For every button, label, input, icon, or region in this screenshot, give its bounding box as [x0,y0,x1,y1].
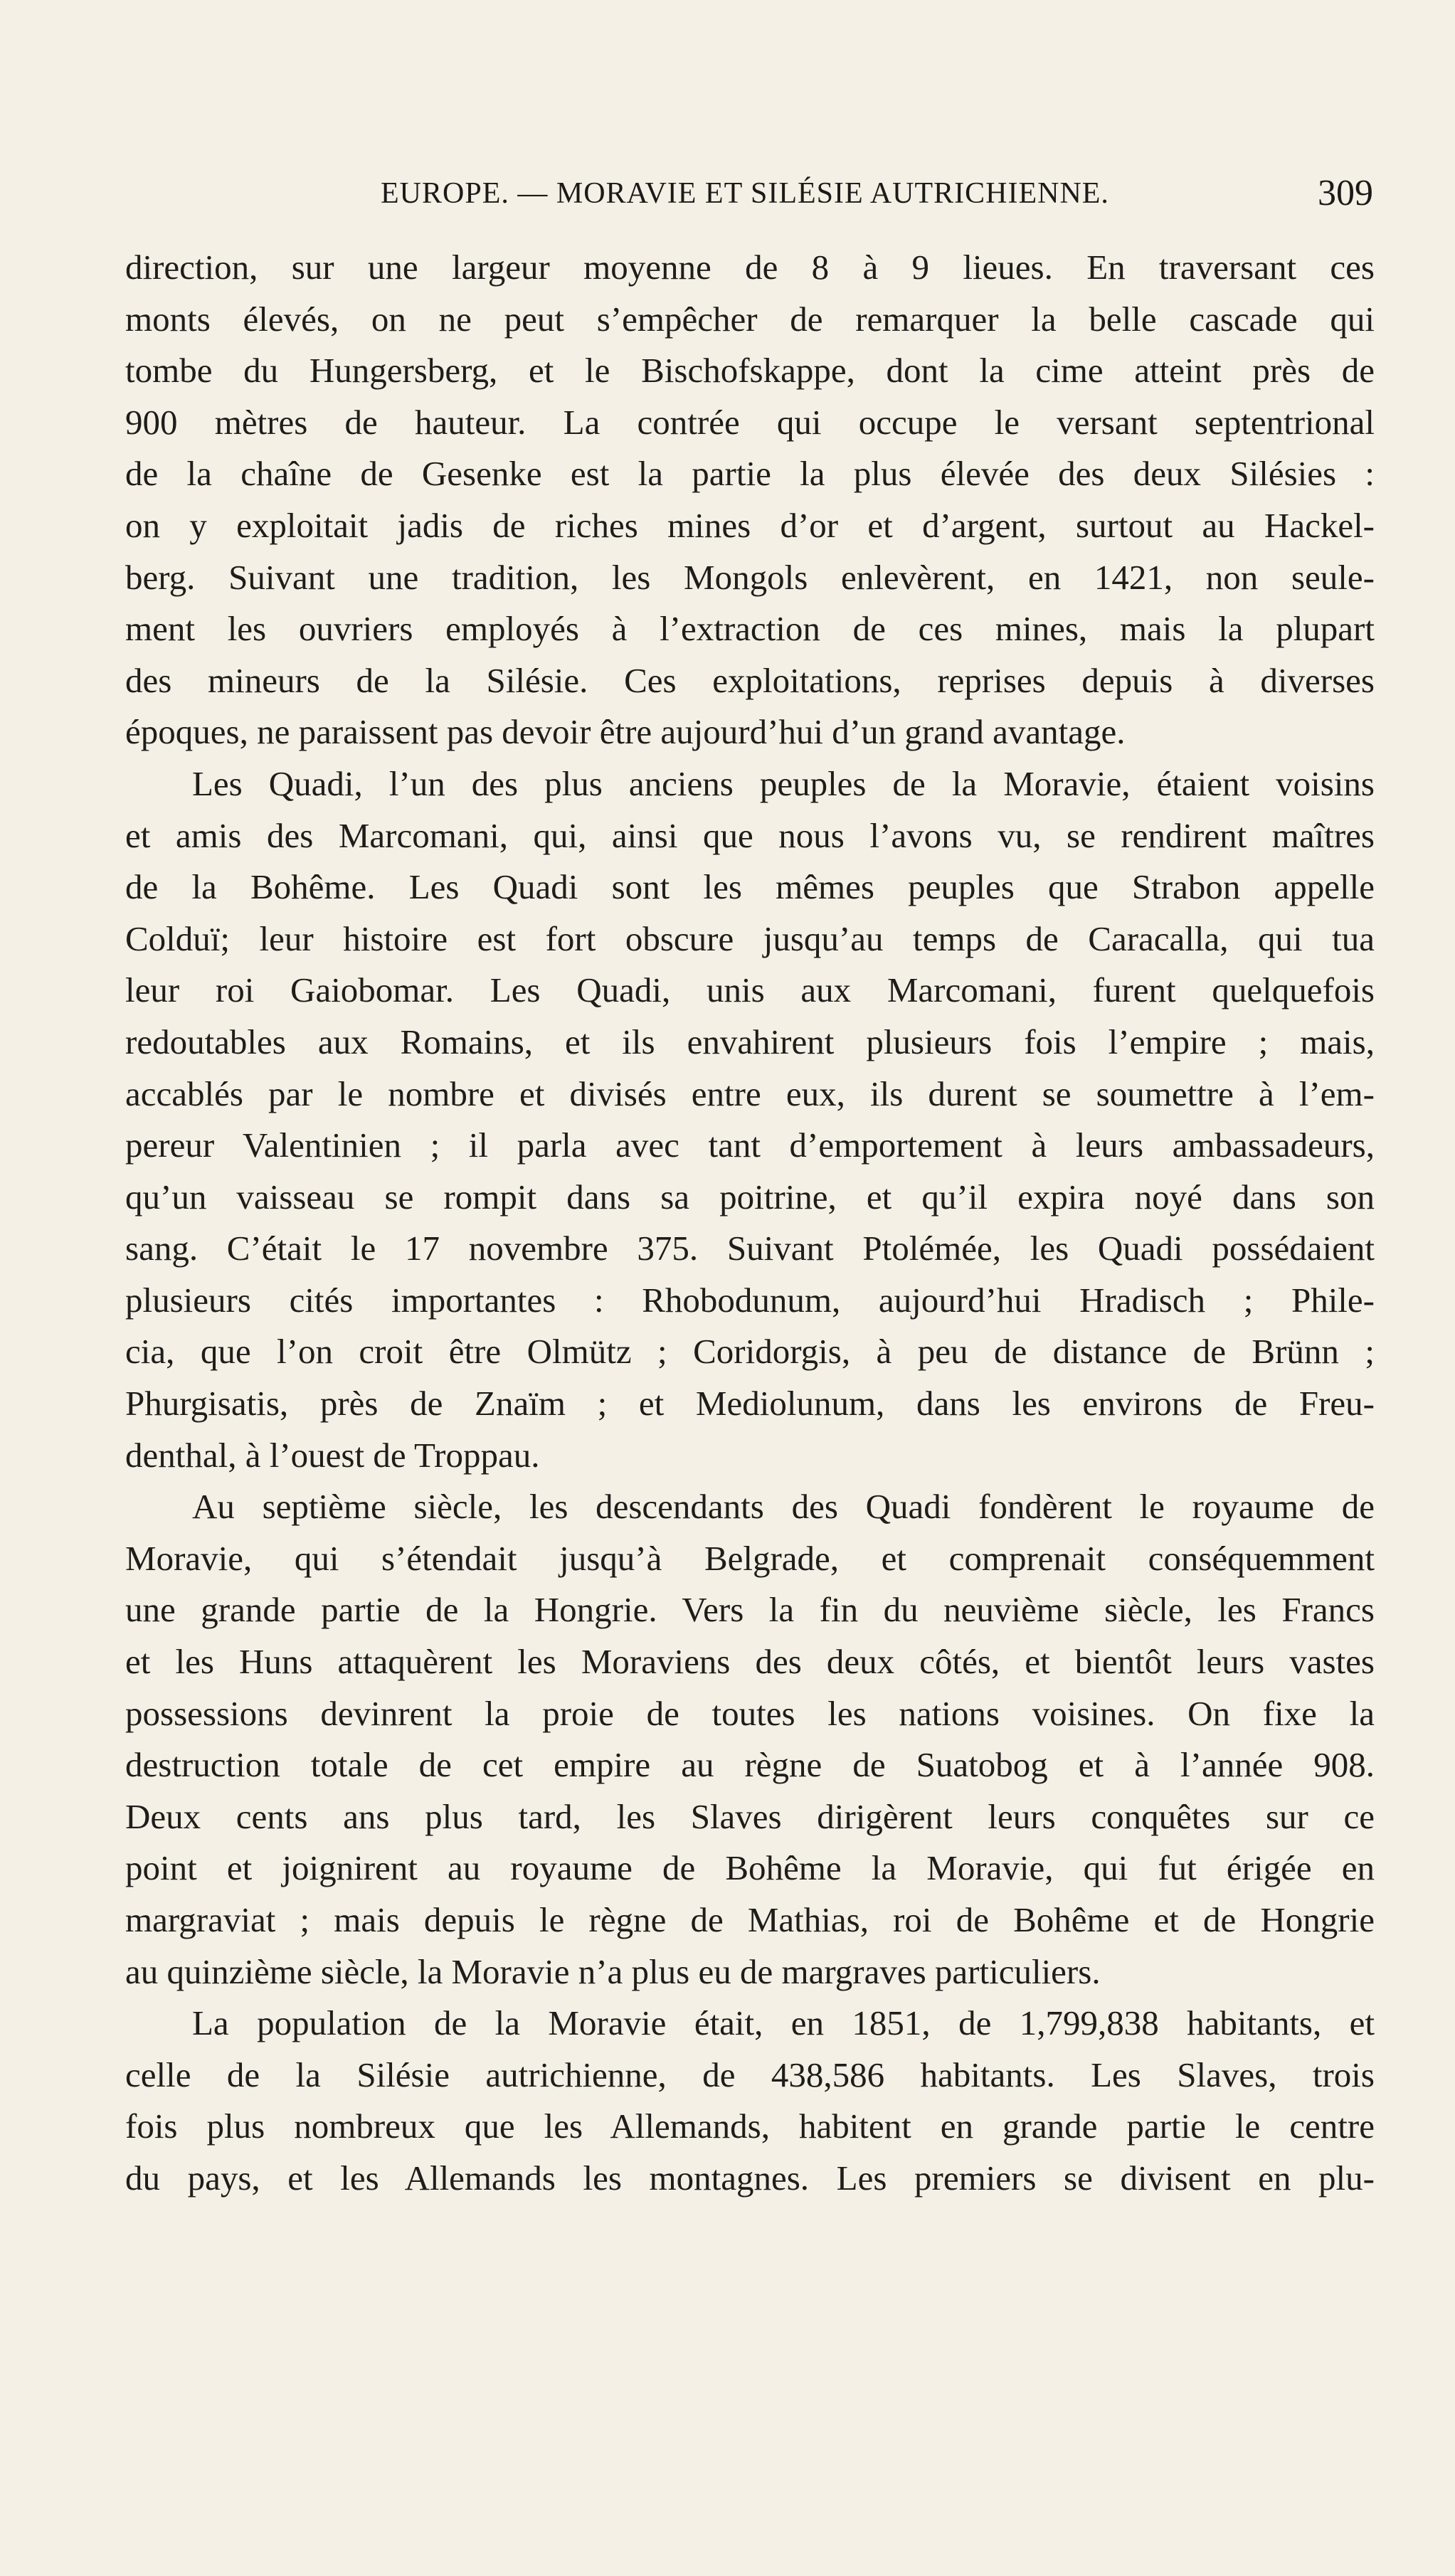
text-line: cia, que l’on croit être Olmütz ; Coridorgis, à peu de distance de Brünn ; [125,1332,1375,1372]
text-line: et amis des Marcomani, qui, ainsi que nous l’avons vu, se rendirent maîtres [125,815,1375,855]
text-line: possessions devinrent la proie de toutes les nations voisines. On fixe la [125,1693,1375,1733]
text-line: direction, sur une largeur moyenne de 8 à 9 lieues. En traversant ces [125,248,1375,287]
text-line: 900 mètres de hauteur. La contrée qui occupe le versant septentrional [125,402,1375,442]
running-head-title: EUROPE. — MORAVIE ET SILÉSIE AUTRICHIENNE. [381,177,1109,210]
text-line: Deux cents ans plus tard, les Slaves dirigèrent leurs conquêtes sur ce [125,1796,1375,1836]
text-line: sang. C’était le 17 novembre 375. Suivant Ptolémée, les Quadi possédaient [125,1229,1375,1268]
text-line: on y exploitait jadis de riches mines d’or et d’argent, surtout au Hackel- [125,505,1375,545]
text-line: plusieurs cités importantes : Rhobodunum, aujourd’hui Hradisch ; Phile- [125,1280,1375,1320]
text-line: La population de la Moravie était, en 1851, de 1,799,838 habitants, et [192,2003,1375,2043]
text-line: point et joignirent au royaume de Bohême la Moravie, qui fut érigée en [125,1848,1375,1888]
text-line: Phurgisatis, près de Znaïm ; et Mediolunum, dans les environs de Freu- [125,1384,1375,1424]
text-line: du pays, et les Allemands les montagnes. Les premiers se divisent en plu- [125,2158,1375,2198]
text-line: Les Quadi, l’un des plus anciens peuples de la Moravie, étaient voisins [192,763,1375,803]
text-line: qu’un vaisseau se rompit dans sa poitrine, et qu’il expira noyé dans son [125,1177,1375,1217]
text-line: accablés par le nombre et divisés entre eux, ils durent se soumettre à l’em- [125,1074,1375,1113]
text-line: tombe du Hungersberg, et le Bischofskappe, dont la cime atteint près de [125,351,1375,391]
body-text [125,242,1375,2205]
running-head [381,173,1373,219]
text-line: époques, ne paraissent pas devoir être aujourd’hui d’un grand avantage. [125,712,1126,752]
text-line: leur roi Gaiobomar. Les Quadi, unis aux Marcomani, furent quelquefois [125,970,1375,1010]
text-line: fois plus nombreux que les Allemands, habitent en grande partie le centre [125,2106,1375,2146]
text-line: margraviat ; mais depuis le règne de Mathias, roi de Bohême et de Hongrie [125,1900,1375,1939]
text-line: Moravie, qui s’étendait jusqu’à Belgrade, et comprenait conséquemment [125,1538,1375,1578]
text-line: de la chaîne de Gesenke est la partie la plus élevée des deux Silésies : [125,454,1375,494]
text-line: redoutables aux Romains, et ils envahirent plusieurs fois l’empire ; mais, [125,1022,1375,1061]
text-line: berg. Suivant une tradition, les Mongols enlevèrent, en 1421, non seule- [125,557,1375,597]
text-line: celle de la Silésie autrichienne, de 438,586 habitants. Les Slaves, trois [125,2055,1375,2094]
text-line: une grande partie de la Hongrie. Vers la fin du neuvième siècle, les Francs [125,1590,1375,1630]
text-line: pereur Valentinien ; il parla avec tant d’emportement à leurs ambassadeurs, [125,1125,1375,1165]
page-number: 309 [1318,173,1373,213]
text-line: des mineurs de la Silésie. Ces exploitations, reprises depuis à diverses [125,660,1375,700]
text-line: et les Huns attaquèrent les Moraviens des deux côtés, et bientôt leurs vastes [125,1642,1375,1682]
text-line: destruction totale de cet empire au règne de Suatobog et à l’année 908. [125,1745,1375,1785]
text-line: ment les ouvriers employés à l’extraction de ces mines, mais la plupart [125,609,1375,649]
text-line: au quinzième siècle, la Moravie n’a plus eu de margraves particuliers. [125,1951,1101,1991]
text-line: Colduï; leur histoire est fort obscure jusqu’au temps de Caracalla, qui tua [125,918,1375,958]
text-line: denthal, à l’ouest de Troppau. [125,1435,540,1475]
text-line: monts élevés, on ne peut s’empêcher de remarquer la belle cascade qui [125,299,1375,339]
text-line: de la Bohême. Les Quadi sont les mêmes peuples que Strabon appelle [125,867,1375,907]
text-line: Au septième siècle, les descendants des Quadi fondèrent le royaume de [192,1487,1375,1527]
